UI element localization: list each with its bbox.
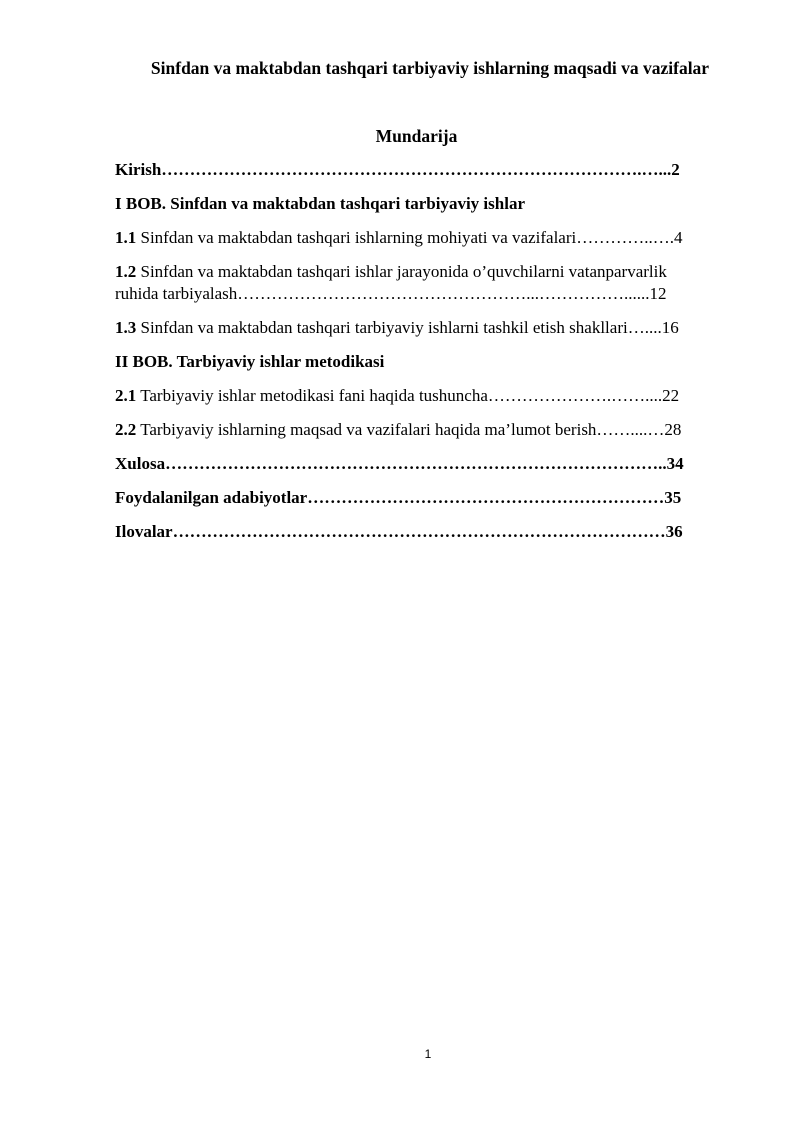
- toc-entry-number: 1.1: [115, 228, 137, 247]
- toc-entry-1-2: [115, 261, 741, 305]
- toc-chapter-1: I BOB. Sinfdan va maktabdan tashqari tarbiyaviy ishlar: [115, 194, 525, 213]
- page-number: 1: [424, 1047, 432, 1061]
- toc-entry-text: Sinfdan va maktabdan tashqari ishlar jarayonida o’quvchilarni vatanparvarlik: [136, 262, 667, 281]
- toc-entry-2-1: [115, 385, 741, 407]
- toc-entry-ilovalar: Ilovalar……………………………………………………………………………36: [115, 522, 683, 541]
- toc-entry-number: 2.2: [115, 420, 137, 439]
- toc-entry-number: 1.2: [115, 262, 137, 281]
- toc-entry-text: Tarbiyaviy ishlarning maqsad va vazifalari haqida ma’lumot berish……....…28: [136, 420, 682, 439]
- document-title: Sinfdan va maktabdan tashqari tarbiyaviy ishlarning maqsadi va vazifalar: [150, 58, 710, 78]
- toc-entry-adabiyotlar: Foydalanilgan adabiyotlar………………………………………………………35: [115, 488, 682, 507]
- toc-entry-text: Tarbiyaviy ishlar metodikasi fani haqida tushuncha………………….……....22: [136, 386, 680, 405]
- toc-entry-kirish: Kirish………………………………………………………………………….…...2: [115, 160, 680, 179]
- toc-entry-1-3: [115, 317, 741, 339]
- toc-entry-number: 2.1: [115, 386, 137, 405]
- toc-heading: Mundarija: [375, 126, 458, 146]
- toc-entry-2-2: [115, 419, 741, 441]
- toc-entry-text: Sinfdan va maktabdan tashqari ishlarning mohiyati va vazifalari…………..….4: [136, 228, 683, 247]
- toc-entry-text-continued: ruhida tarbiyalash……………………………………………...……………......12: [115, 284, 667, 303]
- toc-entry-number: 1.3: [115, 318, 137, 337]
- toc-entry-xulosa: Xulosa……………………………………………………………………………..34: [115, 454, 684, 473]
- toc-chapter-2: II BOB. Tarbiyaviy ishlar metodikasi: [115, 352, 385, 371]
- table-of-contents: [115, 159, 741, 555]
- toc-entry-1-1: [115, 227, 741, 249]
- toc-entry-text: Sinfdan va maktabdan tashqari tarbiyaviy ishlarni tashkil etish shakllari…....16: [136, 318, 679, 337]
